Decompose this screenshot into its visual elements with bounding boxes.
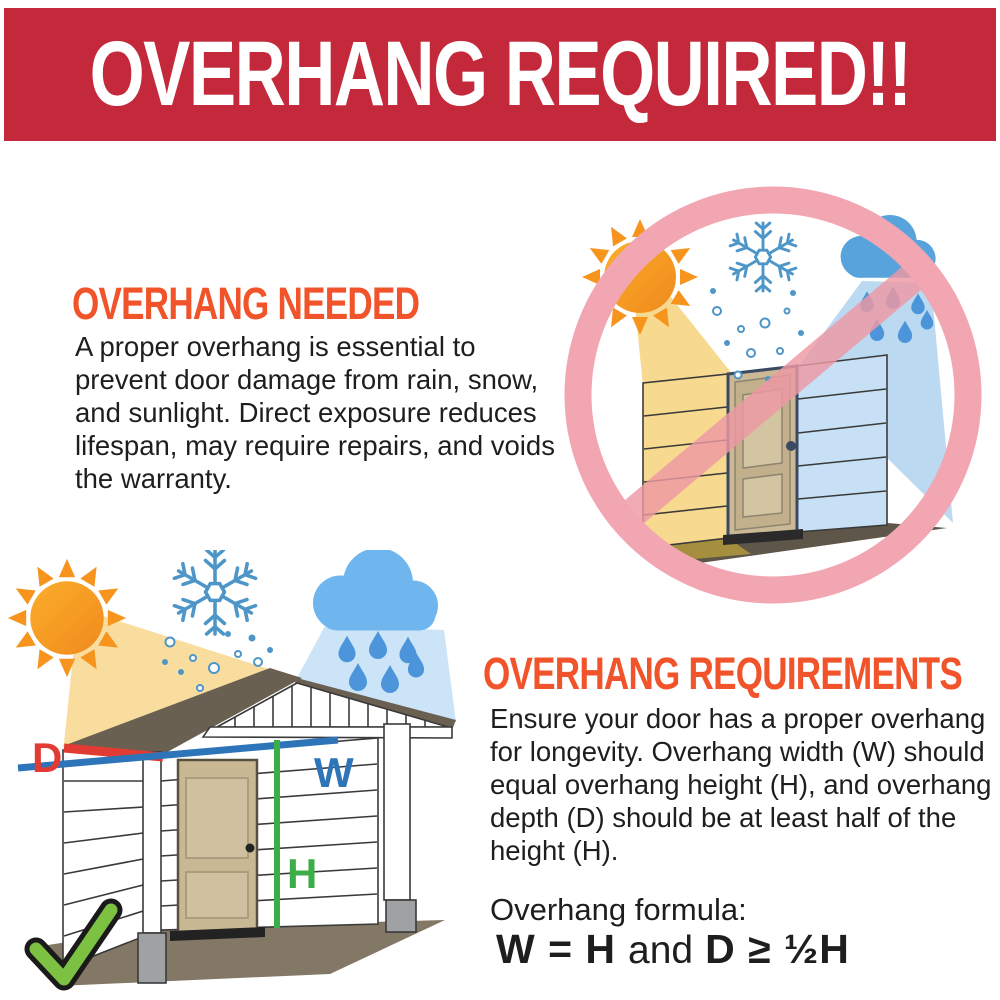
overhang-requirements-body: [490, 702, 991, 867]
door-icon: [170, 760, 265, 941]
body-line: height (H).: [490, 835, 619, 866]
body-line: for longevity. Overhang width (W) should: [490, 736, 985, 767]
overhang-needed-body: [75, 330, 555, 495]
house-illustration: [0, 550, 480, 1000]
formula-d-half-h: D ≥ ½H: [705, 926, 850, 972]
snowflake-icon: [174, 550, 256, 634]
overhang-needed-heading: OVERHANG NEEDED: [72, 278, 420, 329]
body-line: prevent door damage from rain, snow,: [75, 364, 539, 395]
warning-banner: [4, 8, 996, 141]
snowflake-icon: [730, 223, 797, 291]
width-label: W: [314, 749, 354, 796]
formula-expression: [496, 926, 850, 973]
overhang-requirements-heading: OVERHANG REQUIREMENTS: [483, 648, 962, 699]
door-knob-icon: [786, 441, 796, 451]
body-line: depth (D) should be at least half of the: [490, 802, 957, 833]
no-overhang-illustration: [555, 183, 995, 623]
formula-and: and: [628, 929, 694, 972]
body-line: equal overhang height (H), and overhang: [490, 769, 992, 800]
door-knob-icon: [246, 844, 255, 853]
banner-title: OVERHANG REQUIRED!!: [89, 23, 911, 125]
height-label: H: [287, 850, 318, 897]
body-line: the warranty.: [75, 463, 232, 494]
formula-label: Overhang formula:: [490, 892, 747, 927]
formula-w-equals-h: W = H: [496, 926, 617, 972]
depth-label: D: [32, 734, 63, 781]
body-line: A proper overhang is essential to: [75, 331, 476, 362]
body-line: lifespan, may require repairs, and voids: [75, 430, 555, 461]
body-line: Ensure your door has a proper overhang: [490, 703, 986, 734]
body-line: and sunlight. Direct exposure reduces: [75, 397, 537, 428]
